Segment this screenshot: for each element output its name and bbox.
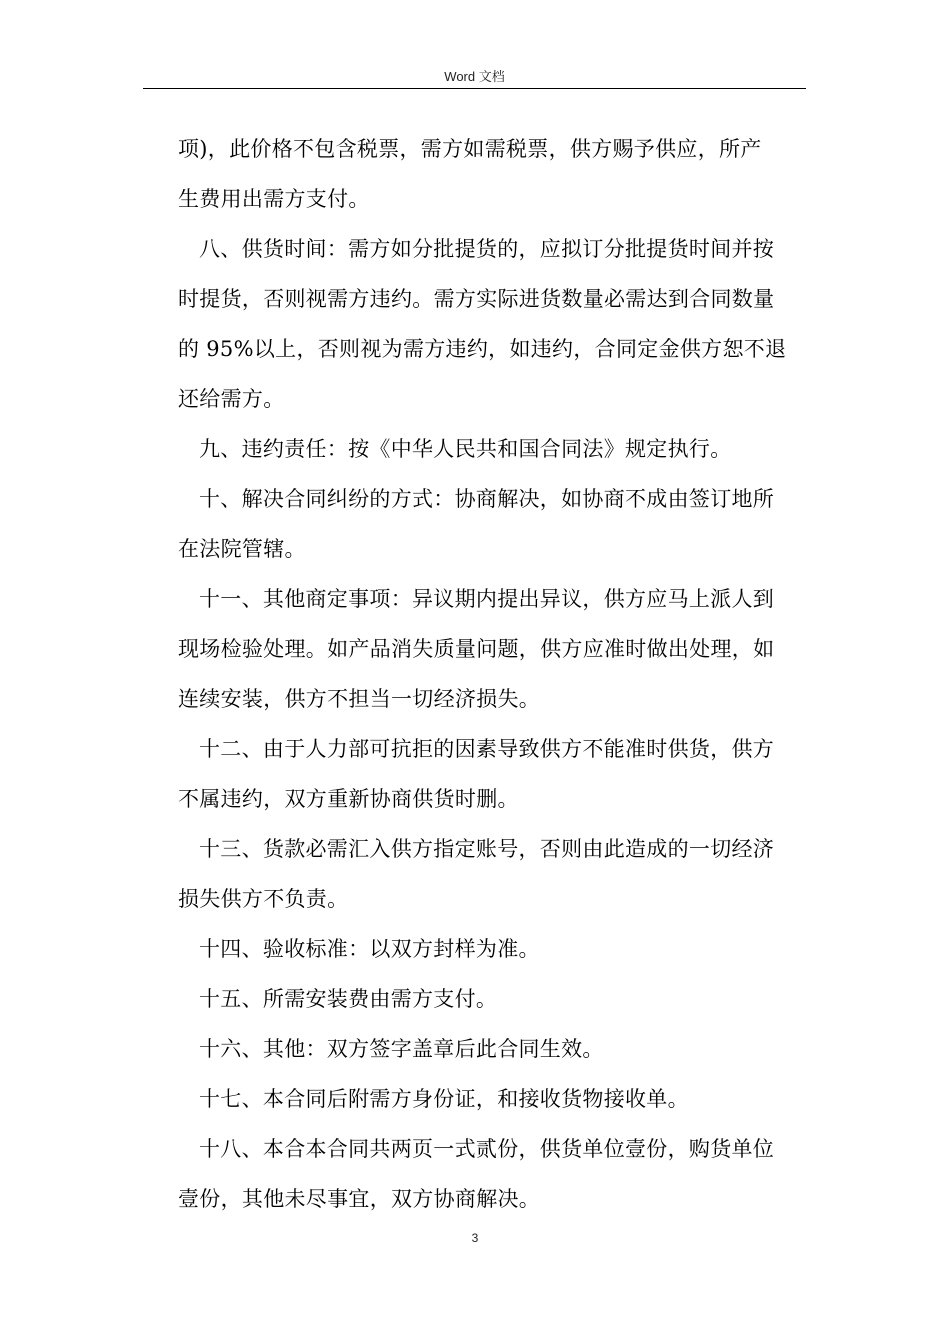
body-line: 九、违约责任：按《中华人民共和国合同法》规定执行。	[199, 437, 732, 461]
body-line: 十五、所需安装费由需方支付。	[199, 987, 498, 1011]
body-line: 壹份，其他未尽事宜，双方协商解决。	[178, 1187, 541, 1211]
body-line: 生费用出需方支付。	[178, 187, 370, 211]
body-line: 的 95%以上，否则视为需方违约，如违约，合同定金供方恕不退	[178, 337, 787, 361]
body-line: 十三、货款必需汇入供方指定账号，否则由此造成的一切经济	[199, 837, 775, 861]
body-line: 八、供货时间：需方如分批提货的，应拟订分批提货时间并按	[199, 237, 775, 261]
body-line: 时提货，否则视需方违约。需方实际进货数量必需达到合同数量	[178, 287, 775, 311]
body-line: 十、解决合同纠纷的方式：协商解决，如协商不成由签订地所	[199, 487, 775, 511]
header-title: Word 文档	[444, 69, 505, 84]
body-line: 项)，此价格不包含税票，需方如需税票，供方赐予供应，所产	[178, 137, 762, 161]
body-line: 十一、其他商定事项：异议期内提出异议，供方应马上派人到	[199, 587, 775, 611]
body-line: 十七、本合同后附需方身份证，和接收货物接收单。	[199, 1087, 689, 1111]
body-line: 十八、本合本合同共两页一式贰份，供货单位壹份，购货单位	[199, 1137, 775, 1161]
page-header	[143, 68, 806, 89]
document-body	[178, 124, 804, 1224]
body-line: 现场检验处理。如产品消失质量问题，供方应准时做出处理，如	[178, 637, 775, 661]
body-line: 在法院管辖。	[178, 537, 306, 561]
body-line: 十二、由于人力部可抗拒的因素导致供方不能准时供货，供方	[199, 737, 775, 761]
body-line: 不属违约，双方重新协商供货时删。	[178, 787, 519, 811]
body-line: 连续安装，供方不担当一切经济损失。	[178, 687, 541, 711]
body-line: 十四、验收标准：以双方封样为准。	[199, 937, 540, 961]
body-line: 还给需方。	[178, 387, 285, 411]
body-line: 损失供方不负责。	[178, 887, 349, 911]
page-number: 3	[471, 1231, 479, 1245]
body-line: 十六、其他：双方签字盖章后此合同生效。	[199, 1037, 604, 1061]
